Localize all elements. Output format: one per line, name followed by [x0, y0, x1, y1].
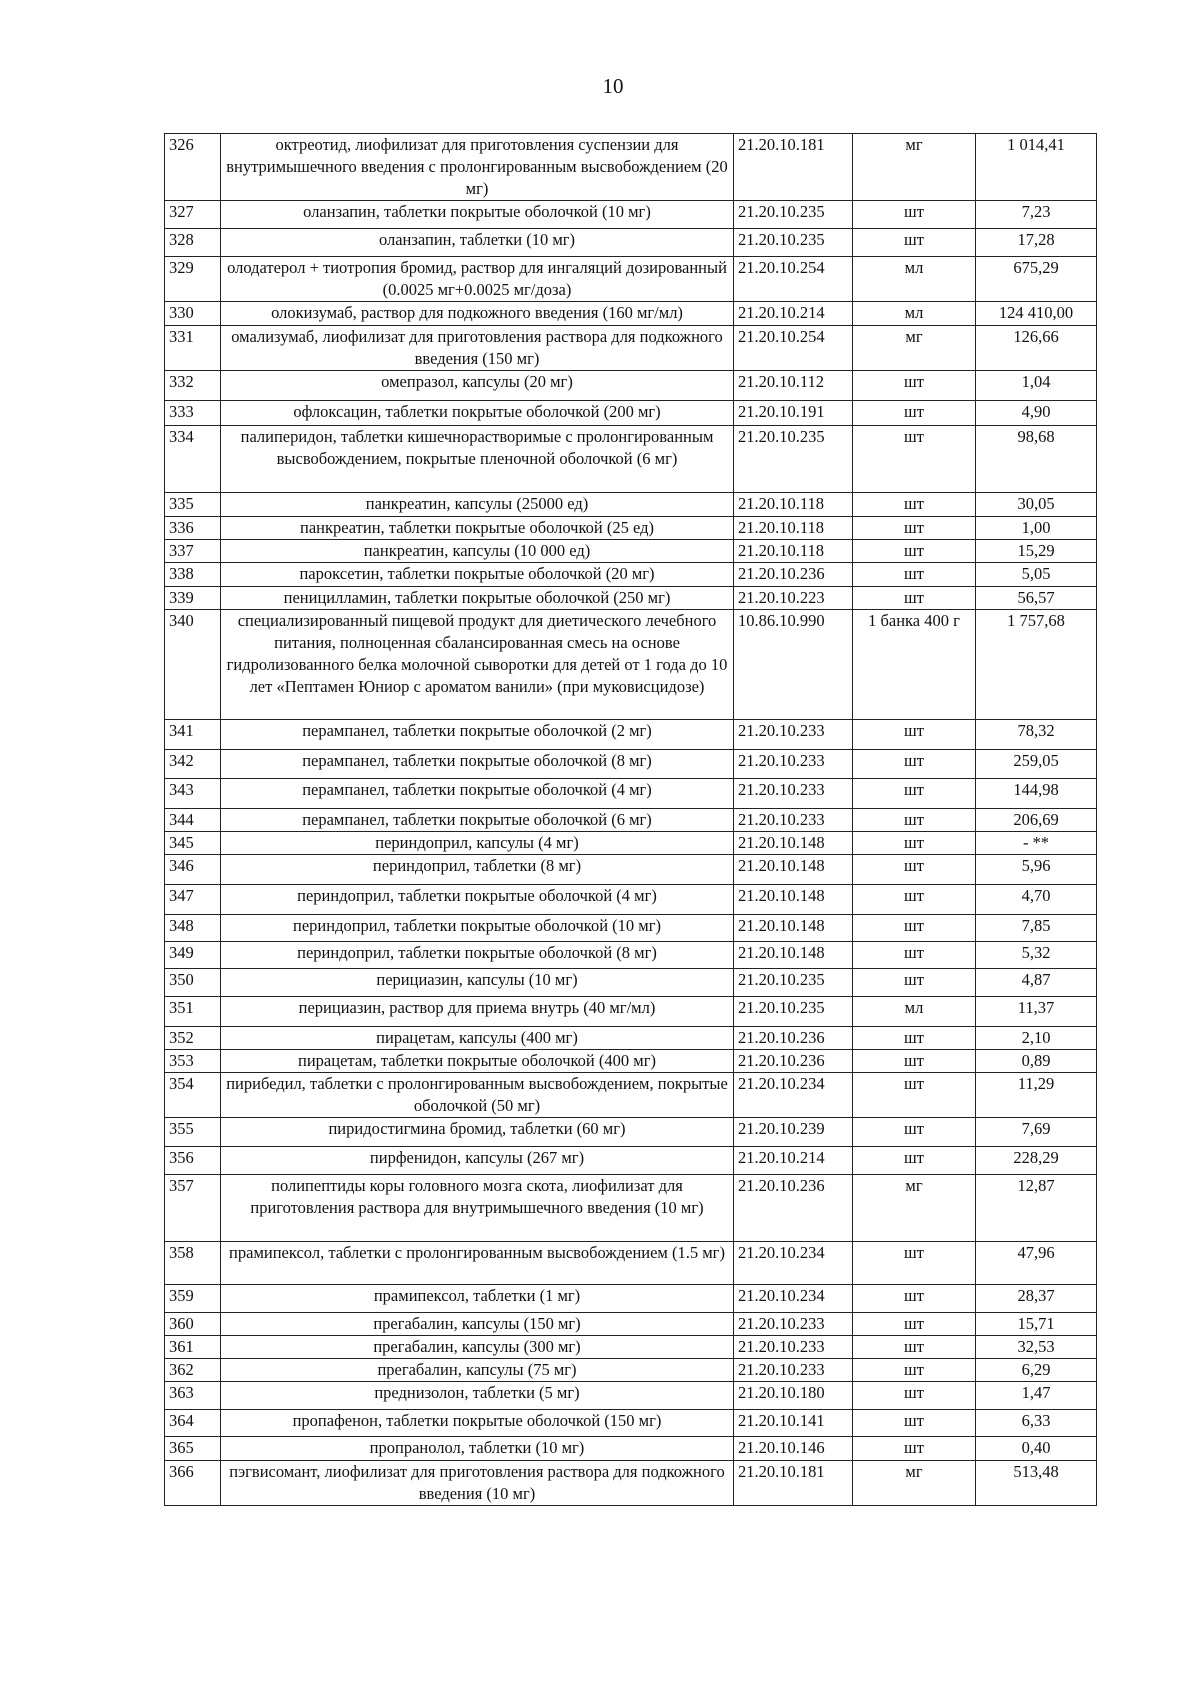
- item-unit: 1 банка 400 г: [853, 610, 976, 720]
- item-code: 10.86.10.990: [734, 610, 853, 720]
- item-code: 21.20.10.234: [734, 1242, 853, 1285]
- item-price: 259,05: [976, 750, 1097, 779]
- item-code: 21.20.10.235: [734, 997, 853, 1027]
- item-code: 21.20.10.146: [734, 1437, 853, 1461]
- table-row: [165, 1382, 1097, 1410]
- item-name: прегабалин, капсулы (300 мг): [221, 1336, 734, 1359]
- item-price: 675,29: [976, 257, 1097, 302]
- item-price: 2,10: [976, 1027, 1097, 1050]
- row-number: 361: [165, 1336, 221, 1359]
- table-row: [165, 720, 1097, 750]
- item-unit: шт: [853, 1242, 976, 1285]
- row-number: 326: [165, 134, 221, 201]
- item-code: 21.20.10.236: [734, 1027, 853, 1050]
- row-number: 363: [165, 1382, 221, 1410]
- item-code: 21.20.10.236: [734, 1175, 853, 1242]
- table-row: [165, 134, 1097, 201]
- item-unit: шт: [853, 942, 976, 969]
- table-row: [165, 540, 1097, 563]
- row-number: 346: [165, 855, 221, 885]
- row-number: 345: [165, 832, 221, 855]
- item-unit: шт: [853, 401, 976, 426]
- item-code: 21.20.10.118: [734, 540, 853, 563]
- item-price: 0,40: [976, 1437, 1097, 1461]
- row-number: 336: [165, 517, 221, 540]
- item-unit: шт: [853, 1336, 976, 1359]
- table-row: [165, 1073, 1097, 1118]
- item-unit: шт: [853, 969, 976, 997]
- item-unit: мг: [853, 326, 976, 371]
- item-price: 228,29: [976, 1147, 1097, 1175]
- item-code: 21.20.10.254: [734, 326, 853, 371]
- item-name: периндоприл, таблетки покрытые оболочкой (8 мг): [221, 942, 734, 969]
- table-row: [165, 1285, 1097, 1313]
- table-row: [165, 1118, 1097, 1147]
- row-number: 366: [165, 1461, 221, 1506]
- item-price: 78,32: [976, 720, 1097, 750]
- item-name: пирфенидон, капсулы (267 мг): [221, 1147, 734, 1175]
- row-number: 347: [165, 885, 221, 915]
- table-row: [165, 1027, 1097, 1050]
- item-price: 1,04: [976, 371, 1097, 401]
- table-row: [165, 1242, 1097, 1285]
- table-row: [165, 401, 1097, 426]
- item-unit: шт: [853, 1437, 976, 1461]
- item-name: специализированный пищевой продукт для диетического лечебного питания, полноценная сбалансированная смесь на основе гидролизованного белка молочной сыворотки для детей от 1 года до 10 лет «Пептамен Юниор с ароматом ванили» (при муковисцидозе): [221, 610, 734, 720]
- row-number: 329: [165, 257, 221, 302]
- item-price: 4,70: [976, 885, 1097, 915]
- item-name: октреотид, лиофилизат для приготовления суспензии для внутримышечного введения с пролонгированным высвобождением (20 мг): [221, 134, 734, 201]
- item-code: 21.20.10.118: [734, 493, 853, 517]
- item-price: 6,33: [976, 1410, 1097, 1437]
- item-name: перампанел, таблетки покрытые оболочкой (2 мг): [221, 720, 734, 750]
- item-price: 11,29: [976, 1073, 1097, 1118]
- table-row: [165, 517, 1097, 540]
- table-row: [165, 201, 1097, 229]
- item-name: олокизумаб, раствор для подкожного введения (160 мг/мл): [221, 302, 734, 326]
- table-row: [165, 1359, 1097, 1382]
- row-number: 330: [165, 302, 221, 326]
- table-row: [165, 1437, 1097, 1461]
- item-unit: шт: [853, 1073, 976, 1118]
- item-unit: шт: [853, 1118, 976, 1147]
- row-number: 327: [165, 201, 221, 229]
- item-name: панкреатин, капсулы (10 000 ед): [221, 540, 734, 563]
- table-row: [165, 563, 1097, 587]
- item-code: 21.20.10.239: [734, 1118, 853, 1147]
- item-code: 21.20.10.191: [734, 401, 853, 426]
- row-number: 343: [165, 779, 221, 809]
- table-row: [165, 855, 1097, 885]
- table-row: [165, 1175, 1097, 1242]
- table-row: [165, 885, 1097, 915]
- item-code: 21.20.10.235: [734, 229, 853, 257]
- item-price: 17,28: [976, 229, 1097, 257]
- item-price: 1,00: [976, 517, 1097, 540]
- item-unit: шт: [853, 229, 976, 257]
- item-unit: шт: [853, 1050, 976, 1073]
- item-name: панкреатин, капсулы (25000 ед): [221, 493, 734, 517]
- item-code: 21.20.10.181: [734, 134, 853, 201]
- row-number: 354: [165, 1073, 221, 1118]
- item-name: панкреатин, таблетки покрытые оболочкой (25 ед): [221, 517, 734, 540]
- item-price: 206,69: [976, 809, 1097, 832]
- item-price: 5,05: [976, 563, 1097, 587]
- row-number: 364: [165, 1410, 221, 1437]
- item-unit: шт: [853, 885, 976, 915]
- table-row: [165, 969, 1097, 997]
- table-row: [165, 426, 1097, 493]
- row-number: 331: [165, 326, 221, 371]
- item-price: 126,66: [976, 326, 1097, 371]
- item-unit: шт: [853, 750, 976, 779]
- item-name: олодатерол + тиотропия бромид, раствор для ингаляций дозированный (0.0025 мг+0.0025 мг/доза): [221, 257, 734, 302]
- item-unit: мг: [853, 134, 976, 201]
- item-name: офлоксацин, таблетки покрытые оболочкой (200 мг): [221, 401, 734, 426]
- row-number: 337: [165, 540, 221, 563]
- item-unit: шт: [853, 371, 976, 401]
- table-row: [165, 809, 1097, 832]
- table-row: [165, 750, 1097, 779]
- item-code: 21.20.10.234: [734, 1285, 853, 1313]
- item-unit: шт: [853, 1285, 976, 1313]
- item-price: 15,71: [976, 1313, 1097, 1336]
- row-number: 349: [165, 942, 221, 969]
- item-name: пирацетам, таблетки покрытые оболочкой (400 мг): [221, 1050, 734, 1073]
- table-row: [165, 1410, 1097, 1437]
- row-number: 342: [165, 750, 221, 779]
- item-price: 4,90: [976, 401, 1097, 426]
- row-number: 357: [165, 1175, 221, 1242]
- item-code: 21.20.10.233: [734, 750, 853, 779]
- item-name: омепразол, капсулы (20 мг): [221, 371, 734, 401]
- table-row: [165, 371, 1097, 401]
- item-name: пирибедил, таблетки с пролонгированным высвобождением, покрытые оболочкой (50 мг): [221, 1073, 734, 1118]
- item-code: 21.20.10.233: [734, 1336, 853, 1359]
- item-unit: шт: [853, 1410, 976, 1437]
- table-row: [165, 257, 1097, 302]
- row-number: 335: [165, 493, 221, 517]
- item-name: прамипексол, таблетки с пролонгированным высвобождением (1.5 мг): [221, 1242, 734, 1285]
- row-number: 338: [165, 563, 221, 587]
- item-code: 21.20.10.148: [734, 855, 853, 885]
- table-row: [165, 493, 1097, 517]
- item-unit: шт: [853, 1382, 976, 1410]
- row-number: 339: [165, 587, 221, 610]
- item-price: 5,96: [976, 855, 1097, 885]
- item-price: 5,32: [976, 942, 1097, 969]
- item-price: 12,87: [976, 1175, 1097, 1242]
- table-row: [165, 1461, 1097, 1506]
- table-row: [165, 832, 1097, 855]
- item-price: 11,37: [976, 997, 1097, 1027]
- item-name: пропафенон, таблетки покрытые оболочкой (150 мг): [221, 1410, 734, 1437]
- item-name: периндоприл, таблетки (8 мг): [221, 855, 734, 885]
- item-unit: шт: [853, 1147, 976, 1175]
- row-number: 353: [165, 1050, 221, 1073]
- item-unit: шт: [853, 426, 976, 493]
- table-row: [165, 1313, 1097, 1336]
- item-name: перампанел, таблетки покрытые оболочкой (6 мг): [221, 809, 734, 832]
- row-number: 341: [165, 720, 221, 750]
- item-code: 21.20.10.148: [734, 915, 853, 942]
- item-unit: шт: [853, 1359, 976, 1382]
- item-name: периндоприл, капсулы (4 мг): [221, 832, 734, 855]
- item-code: 21.20.10.235: [734, 969, 853, 997]
- item-unit: мг: [853, 1175, 976, 1242]
- row-number: 334: [165, 426, 221, 493]
- table-row: [165, 942, 1097, 969]
- row-number: 362: [165, 1359, 221, 1382]
- table-body: [165, 134, 1097, 1506]
- item-price: 15,29: [976, 540, 1097, 563]
- row-number: 350: [165, 969, 221, 997]
- item-name: перициазин, раствор для приема внутрь (40 мг/мл): [221, 997, 734, 1027]
- item-unit: мл: [853, 257, 976, 302]
- item-unit: шт: [853, 1313, 976, 1336]
- item-name: пэгвисомант, лиофилизат для приготовления раствора для подкожного введения (10 мг): [221, 1461, 734, 1506]
- item-name: полипептиды коры головного мозга скота, лиофилизат для приготовления раствора для внутримышечного введения (10 мг): [221, 1175, 734, 1242]
- row-number: 340: [165, 610, 221, 720]
- item-price: 98,68: [976, 426, 1097, 493]
- item-code: 21.20.10.233: [734, 1313, 853, 1336]
- drug-price-table: [164, 133, 1097, 1506]
- item-name: пиридостигмина бромид, таблетки (60 мг): [221, 1118, 734, 1147]
- table-row: [165, 326, 1097, 371]
- item-name: прегабалин, капсулы (75 мг): [221, 1359, 734, 1382]
- table-row: [165, 229, 1097, 257]
- item-code: 21.20.10.148: [734, 832, 853, 855]
- table-row: [165, 1050, 1097, 1073]
- table-row: [165, 1336, 1097, 1359]
- item-price: - **: [976, 832, 1097, 855]
- item-unit: шт: [853, 832, 976, 855]
- item-unit: шт: [853, 720, 976, 750]
- item-code: 21.20.10.254: [734, 257, 853, 302]
- row-number: 356: [165, 1147, 221, 1175]
- item-code: 21.20.10.236: [734, 1050, 853, 1073]
- item-name: омализумаб, лиофилизат для приготовления раствора для подкожного введения (150 мг): [221, 326, 734, 371]
- item-price: 56,57: [976, 587, 1097, 610]
- item-price: 1 014,41: [976, 134, 1097, 201]
- table-row: [165, 302, 1097, 326]
- row-number: 352: [165, 1027, 221, 1050]
- row-number: 360: [165, 1313, 221, 1336]
- row-number: 332: [165, 371, 221, 401]
- item-name: оланзапин, таблетки (10 мг): [221, 229, 734, 257]
- item-unit: шт: [853, 855, 976, 885]
- item-unit: шт: [853, 201, 976, 229]
- item-unit: шт: [853, 809, 976, 832]
- row-number: 358: [165, 1242, 221, 1285]
- item-price: 144,98: [976, 779, 1097, 809]
- item-code: 21.20.10.233: [734, 1359, 853, 1382]
- item-unit: шт: [853, 493, 976, 517]
- item-name: пирацетам, капсулы (400 мг): [221, 1027, 734, 1050]
- table-row: [165, 1147, 1097, 1175]
- item-price: 1 757,68: [976, 610, 1097, 720]
- item-name: периндоприл, таблетки покрытые оболочкой (4 мг): [221, 885, 734, 915]
- table-row: [165, 587, 1097, 610]
- item-name: перампанел, таблетки покрытые оболочкой (4 мг): [221, 779, 734, 809]
- item-price: 7,23: [976, 201, 1097, 229]
- row-number: 328: [165, 229, 221, 257]
- item-code: 21.20.10.214: [734, 302, 853, 326]
- item-code: 21.20.10.233: [734, 809, 853, 832]
- row-number: 333: [165, 401, 221, 426]
- item-name: пароксетин, таблетки покрытые оболочкой (20 мг): [221, 563, 734, 587]
- item-code: 21.20.10.233: [734, 720, 853, 750]
- item-code: 21.20.10.234: [734, 1073, 853, 1118]
- item-price: 47,96: [976, 1242, 1097, 1285]
- item-name: перициазин, капсулы (10 мг): [221, 969, 734, 997]
- item-price: 4,87: [976, 969, 1097, 997]
- item-unit: шт: [853, 1027, 976, 1050]
- row-number: 351: [165, 997, 221, 1027]
- item-code: 21.20.10.118: [734, 517, 853, 540]
- item-code: 21.20.10.181: [734, 1461, 853, 1506]
- item-unit: шт: [853, 915, 976, 942]
- item-price: 30,05: [976, 493, 1097, 517]
- item-code: 21.20.10.235: [734, 426, 853, 493]
- item-code: 21.20.10.233: [734, 779, 853, 809]
- item-name: пропранолол, таблетки (10 мг): [221, 1437, 734, 1461]
- item-name: перампанел, таблетки покрытые оболочкой (8 мг): [221, 750, 734, 779]
- item-code: 21.20.10.148: [734, 885, 853, 915]
- item-price: 0,89: [976, 1050, 1097, 1073]
- item-code: 21.20.10.180: [734, 1382, 853, 1410]
- item-name: преднизолон, таблетки (5 мг): [221, 1382, 734, 1410]
- item-unit: шт: [853, 587, 976, 610]
- item-price: 7,69: [976, 1118, 1097, 1147]
- item-unit: мг: [853, 1461, 976, 1506]
- item-name: прамипексол, таблетки (1 мг): [221, 1285, 734, 1313]
- row-number: 344: [165, 809, 221, 832]
- item-price: 7,85: [976, 915, 1097, 942]
- item-name: прегабалин, капсулы (150 мг): [221, 1313, 734, 1336]
- item-code: 21.20.10.148: [734, 942, 853, 969]
- page-number: 10: [602, 74, 624, 98]
- item-unit: шт: [853, 517, 976, 540]
- row-number: 359: [165, 1285, 221, 1313]
- row-number: 365: [165, 1437, 221, 1461]
- item-code: 21.20.10.236: [734, 563, 853, 587]
- table-row: [165, 779, 1097, 809]
- item-price: 32,53: [976, 1336, 1097, 1359]
- item-code: 21.20.10.112: [734, 371, 853, 401]
- table-row: [165, 915, 1097, 942]
- row-number: 348: [165, 915, 221, 942]
- item-unit: шт: [853, 779, 976, 809]
- row-number: 355: [165, 1118, 221, 1147]
- item-price: 6,29: [976, 1359, 1097, 1382]
- item-code: 21.20.10.214: [734, 1147, 853, 1175]
- table-row: [165, 610, 1097, 720]
- item-price: 1,47: [976, 1382, 1097, 1410]
- item-price: 28,37: [976, 1285, 1097, 1313]
- table-row: [165, 997, 1097, 1027]
- item-name: оланзапин, таблетки покрытые оболочкой (10 мг): [221, 201, 734, 229]
- item-code: 21.20.10.235: [734, 201, 853, 229]
- item-code: 21.20.10.141: [734, 1410, 853, 1437]
- item-unit: шт: [853, 563, 976, 587]
- item-unit: мл: [853, 302, 976, 326]
- item-unit: мл: [853, 997, 976, 1027]
- item-name: периндоприл, таблетки покрытые оболочкой (10 мг): [221, 915, 734, 942]
- item-name: палиперидон, таблетки кишечнорастворимые с пролонгированным высвобождением, покрытые пленочной оболочкой (6 мг): [221, 426, 734, 493]
- item-unit: шт: [853, 540, 976, 563]
- item-price: 124 410,00: [976, 302, 1097, 326]
- item-price: 513,48: [976, 1461, 1097, 1506]
- item-code: 21.20.10.223: [734, 587, 853, 610]
- item-name: пеницилламин, таблетки покрытые оболочкой (250 мг): [221, 587, 734, 610]
